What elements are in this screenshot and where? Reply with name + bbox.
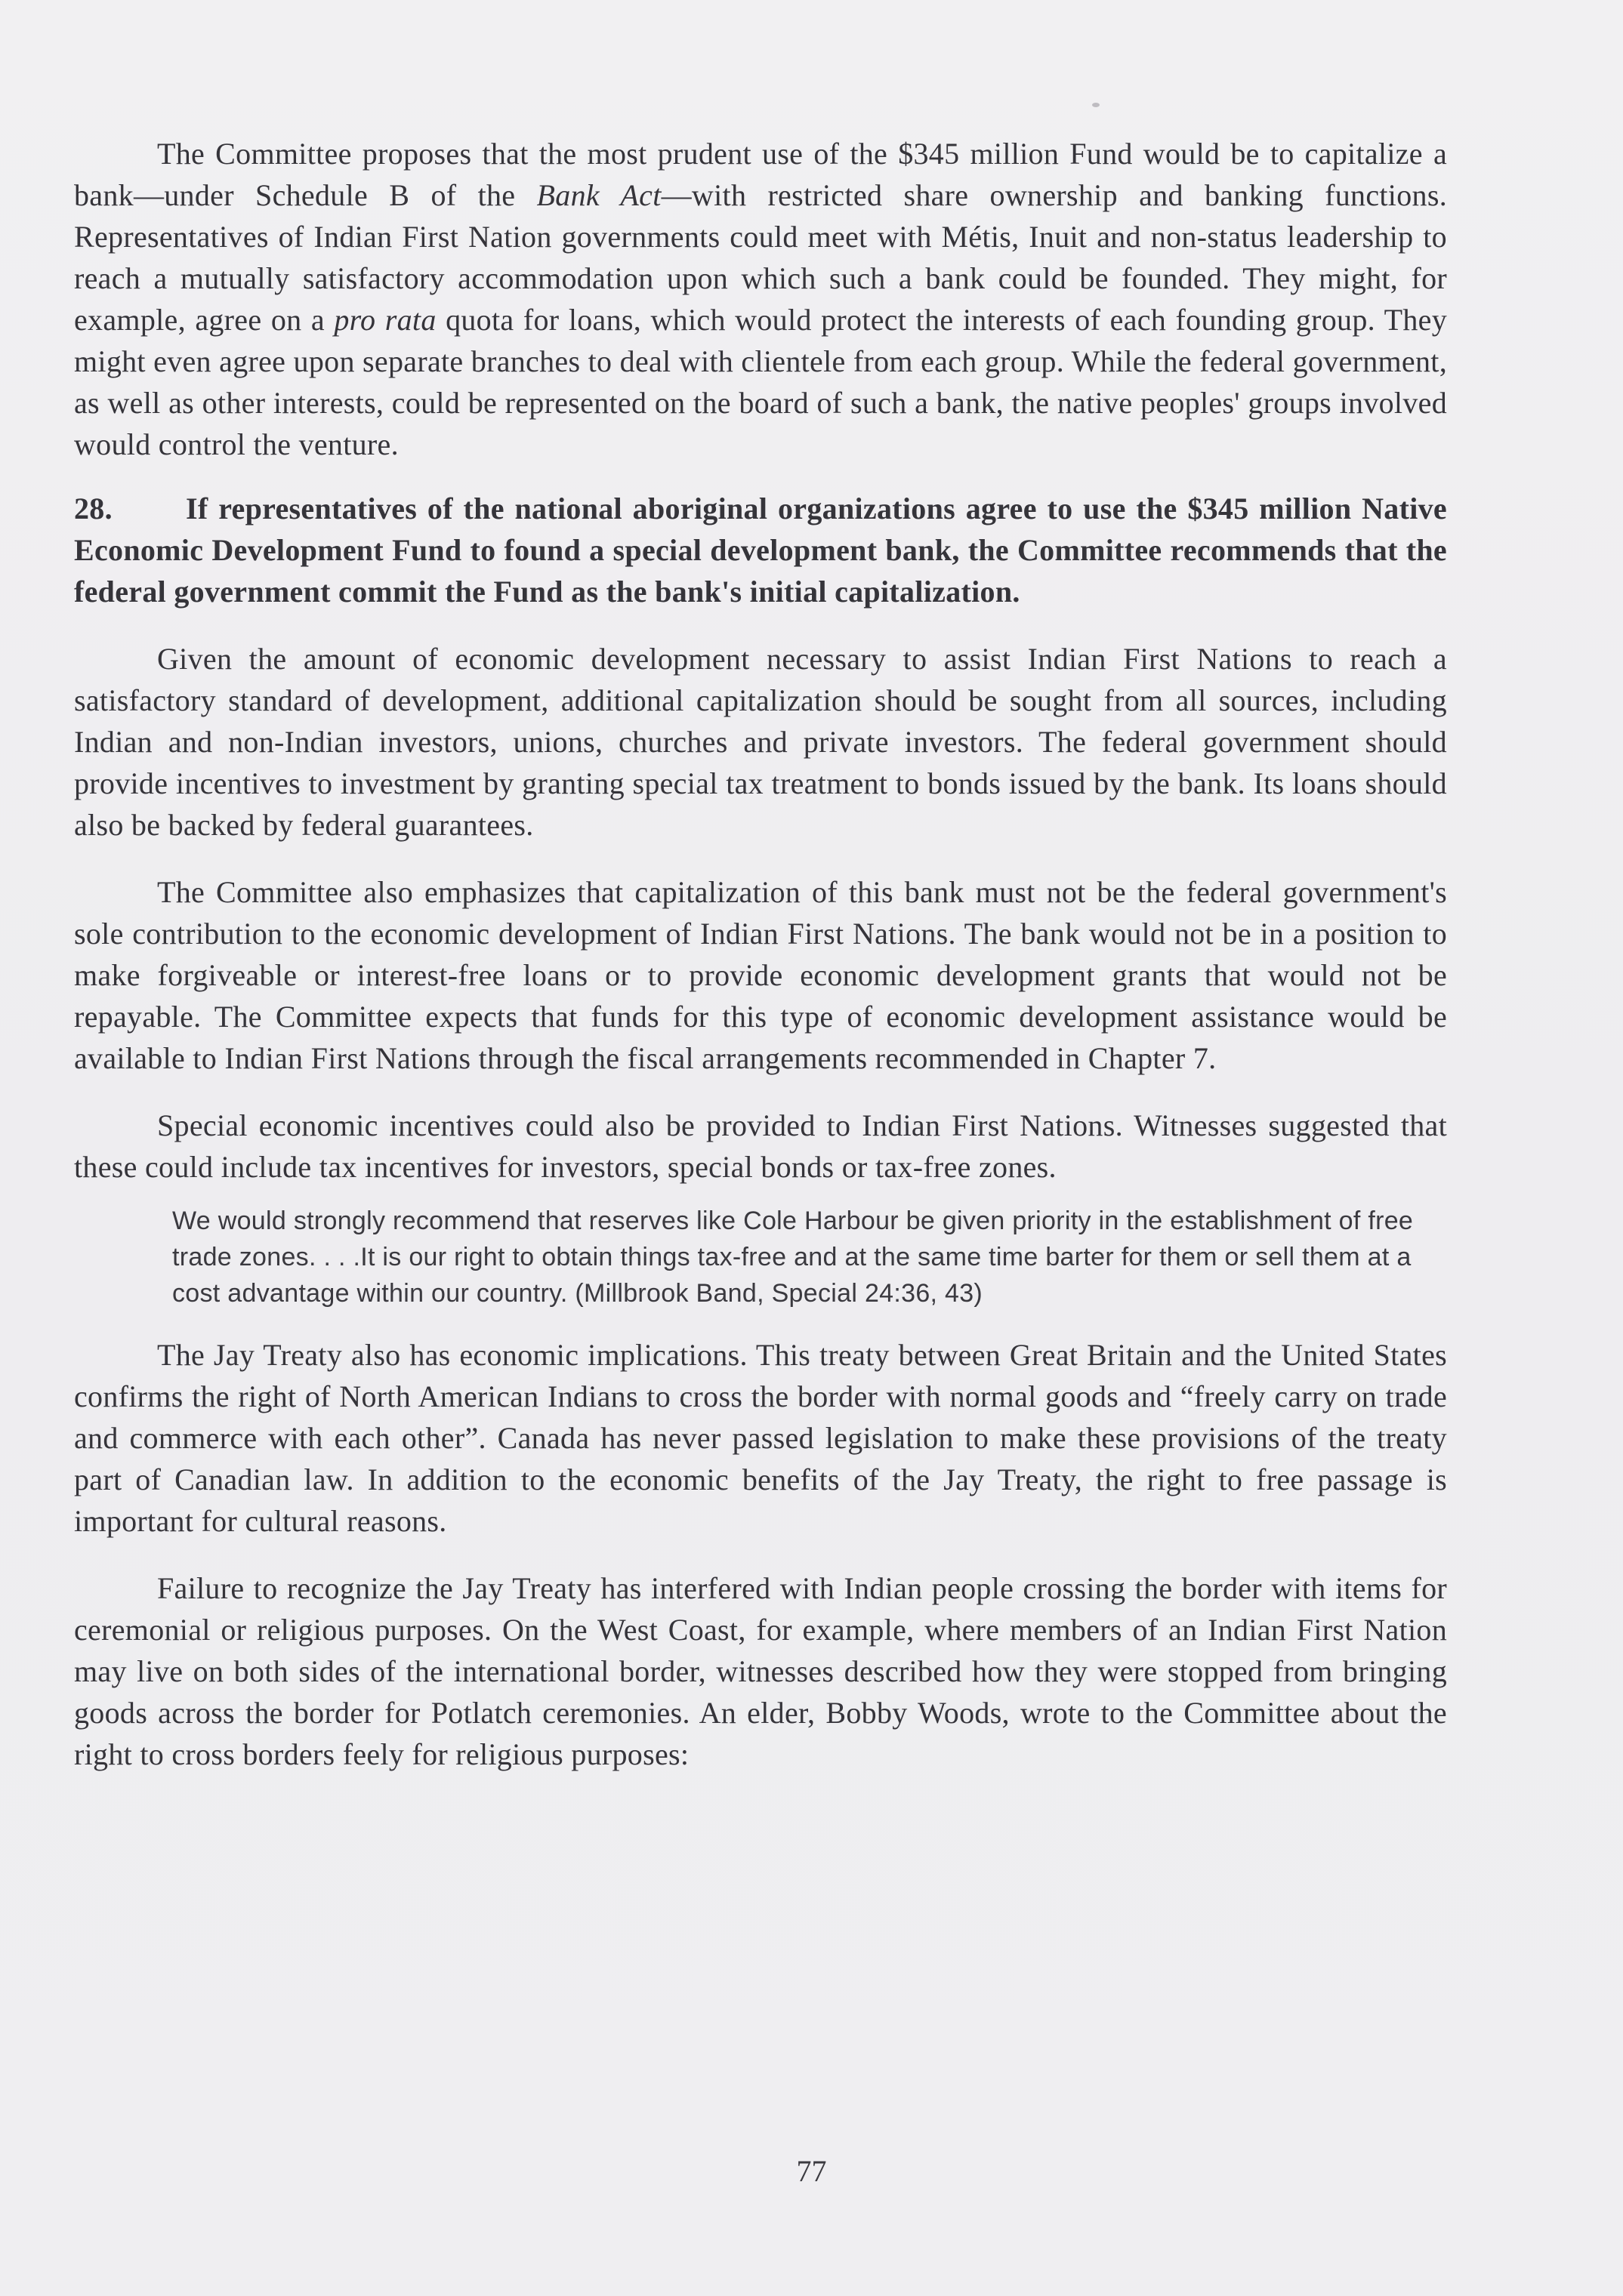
- paragraph-capitalization: Given the amount of economic development necessary to assist Indian First Nations to reach a satisfactory standard of development, additional capitalization should be sought from all sources, including Indian and non-Indian investors, unions, churches and private investors. The federal government should provide incentives to investment by granting special tax treatment to bonds issued by the bank. Its loans should also be backed by federal guarantees.: [74, 642, 1447, 842]
- block-quote-millbrook: We would strongly recommend that reserves like Cole Harbour be given priority in the establishment of free trade zones. . . .It is our right to obtain things tax-free and at the same time barter for them or sell them at a cost advantage within our country. (Millbrook Band, Special 24:36, 43): [172, 1207, 1414, 1308]
- recommendation-text: If representatives of the national aboriginal organizations agree to use the $345 million Native Economic Development Fund to found a special development bank, the Committee recommends that the federal government commit the Fund as the bank's initial capitalization.: [74, 492, 1447, 609]
- paragraph-text: The Committee proposes that the most prudent use of the $345 million Fund would be to capitalize a bank—under Schedule B of the: [74, 137, 1447, 212]
- page-body: [74, 133, 1447, 1775]
- paragraph-jay-treaty: The Jay Treaty also has economic implications. This treaty between Great Britain and the United States confirms the right of North American Indians to cross the border with normal goods and “freely carry on trade and commerce with each other”. Canada has never passed legislation to make these provisions of the treaty part of Canadian law. In addition to the economic benefits of the Jay Treaty, the right to free passage is important for cultural reasons.: [74, 1338, 1447, 1538]
- scan-speck: [1092, 103, 1100, 107]
- recommendation-28: [74, 488, 1447, 612]
- paragraph-incentives: Special economic incentives could also be provided to Indian First Nations. Witnesses suggested that these could include tax incentives for investors, special bonds or tax-free zones.: [74, 1108, 1447, 1184]
- italic-pro-rata: pro rata: [334, 303, 437, 337]
- page-number: 77: [796, 2154, 827, 2188]
- paragraph-border-crossing: Failure to recognize the Jay Treaty has interfered with Indian people crossing the border with items for ceremonial or religious purposes. On the West Coast, for example, where members of an Indian First Nation may live on both sides of the international border, witnesses described how they were stopped from bringing goods across the border for Potlatch ceremonies. An elder, Bobby Woods, wrote to the Committee about the right to cross borders feely for religious purposes:: [74, 1571, 1447, 1771]
- paragraph-text: quota for loans, which would protect the interests of each founding group. They might even agree upon separate branches to deal with clientele from each group. While the federal government, as well as other interests, could be represented on the board of such a bank, the native peoples' groups involved would control the venture.: [74, 303, 1448, 461]
- recommendation-number: 28.: [74, 492, 113, 525]
- paragraph-bank-proposal: [74, 133, 1447, 465]
- italic-bank-act: Bank Act: [536, 178, 662, 212]
- paragraph-text: —with restricted share ownership and banking functions. Representatives of Indian First Nation governments could meet with Métis, Inuit and non-status leadership to reach a mutually satisfactory accommodation upon which such a bank could be founded. They might, for example, agree on a: [74, 178, 1447, 337]
- paragraph-federal-contribution: The Committee also emphasizes that capitalization of this bank must not be the federal government's sole contribution to the economic development of Indian First Nations. The bank would not be in a position to make forgiveable or interest-free loans or to provide economic development grants that would not be repayable. The Committee expects that funds for this type of economic development assistance would be available to Indian First Nations through the fiscal arrangements recommended in Chapter 7.: [74, 875, 1447, 1075]
